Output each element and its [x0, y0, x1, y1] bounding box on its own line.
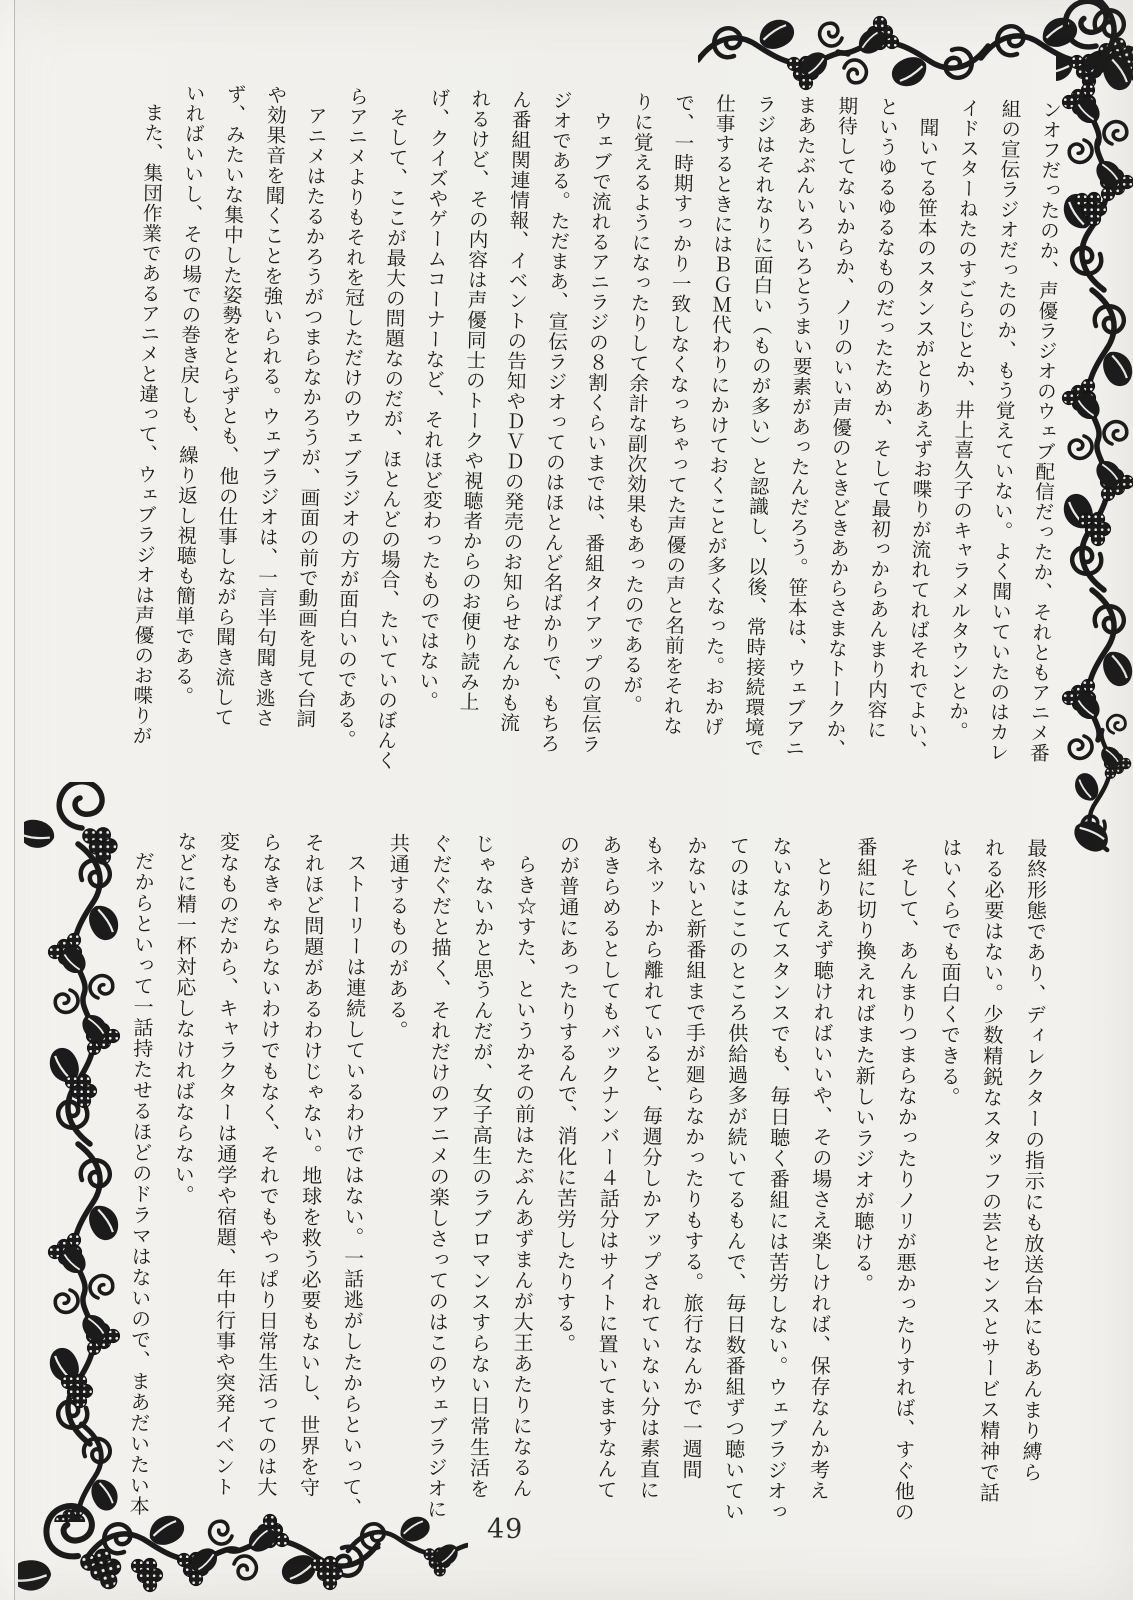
text-column: ぐだぐだと描く、それだけのアニメの楽しさってのはこのウェブラジオに: [423, 833, 452, 1520]
text-column: 期待してないからか、ノリのいい声優のときどきあからさまなトークか、: [822, 95, 857, 760]
text-column: もネットから離れていると、毎週分しかアップされていない分は素直に: [636, 834, 664, 1501]
text-column: 仕事するときにはＢＧＭ代わりにかけておくことが多くなった。おかげ: [700, 93, 734, 737]
text-column: りに覚えるようになったりして余計な副次効果もあったのであるが。: [619, 91, 653, 715]
text-column: そして、あんまりつまらなかったりノリが悪かったりすれば、すぐ他の: [891, 856, 919, 1523]
text-column: だからといって一話持たせるほどのドラマはないので、まあだいたい本: [126, 850, 154, 1517]
text-column: ラジはそれなりに面白い（ものが多い）と認識し、以後、常時接続環境で: [740, 93, 775, 758]
text-column: あきらめるとしてもバックナンバー４話分はサイトに置いてますなんて: [593, 834, 622, 1501]
text-column: や効果音を聞くことを強いられる。ウェブラジオは、一言半句聞き逃さ: [251, 84, 286, 729]
text-column: で、一時期すっかり一致しなくなっちゃってた声優の声と名前をそれな: [659, 92, 693, 736]
text-column: らアニメよりもそれを冠しただけのウェブラジオの方が面白いのである。: [332, 86, 367, 750]
grapevine-border-left-icon: [24, 782, 120, 1522]
grapevine-border-bottom-icon: [18, 1502, 468, 1600]
text-column: 共通するものがある。: [384, 832, 409, 1041]
text-column: そして、ここが最大の問題なのだが、ほとんどの場合、たいていのぼんく: [373, 106, 407, 771]
text-column: アニメはたるかろうがつまらなかろうが、画面の前で動画を見て台詞: [292, 104, 326, 729]
text-column: れる必要はない。少数精鋭なスタッフの芸とセンスとサービス精神で話: [976, 837, 1004, 1504]
text-column: とりあえず聴ければいいや、その場さえ楽しければ、保存なんか考え: [806, 856, 834, 1502]
text-column: らなきゃならないわけでもなく、それでもやっぱり日常生活ってのは大: [253, 831, 282, 1498]
text-column: ンオフだったのか、声優ラジオのウェブ配信だったか、それともアニメ番: [1026, 99, 1061, 764]
text-column: それほど問題があるわけじゃない。地球を救う必要もないし、世界を守: [296, 832, 324, 1498]
text-column: ストーリーは連続しているわけではない。一話逃がしたからといって、: [338, 852, 366, 1519]
text-column: てのはここのところ供給過多が続いてるもんで、毎日数番組ずつ聴いてい: [721, 835, 749, 1522]
text-column: 変なものだから、キャラクターは通学や宿題、年中行事や突発イベント: [211, 831, 239, 1498]
text-column: ず、みたいな集中した姿勢をとらずとも、他の仕事しながら聞き流して: [210, 83, 245, 728]
text-column: ウェブで流れるアニラジの８割くらいまでは、番組タイアップの宣伝ラ: [577, 110, 611, 754]
text-column: げ、クイズやゲームコーナーなど、それほど変わったものではない。: [415, 87, 449, 712]
text-block-bottom: [116, 831, 1056, 1523]
text-column: また、集団作業であるアニメと違って、ウェブラジオは声優のお喋りが: [128, 101, 163, 746]
text-column: ないなんてスタンスでも、毎日聴く番組には苦労しない。ウェブラジオっ: [763, 835, 792, 1523]
text-column: などに精一杯対応しなければならない。: [171, 831, 197, 1206]
text-column: ん番組関連情報、イベントの告知やＤＶＤの発売のお知らせなんかも流: [496, 89, 530, 733]
text-column: まあたぶんいろいろとうまい要素があったんだろう。笹本は、ウェブアニ: [781, 94, 816, 759]
text-column: かないと新番組まで手が廻らなかったりもする。旅行なんかで一週間: [678, 835, 707, 1481]
text-column: じゃないかと思うんだが、女子高生のラブロマンスすらない日常生活を: [466, 833, 494, 1500]
text-column: らき☆すた、というかその前はたぶんあずまんが大王あたりになるん: [508, 853, 536, 1499]
text-column: というゆるゆるなものだったためか、そして最初っからあんまり内容に: [863, 96, 897, 740]
text-column: れるけど、その内容は声優同士のトークや視聴者からのお便り読み上: [455, 88, 489, 712]
text-column: いればいいし、その場での巻き戻しも、繰り返し視聴も簡単である。: [170, 82, 204, 707]
text-block-top: [117, 82, 1069, 771]
text-column: イドスターねたのすごらじとか、井上喜久子のキャラメルタウンとか。: [945, 97, 979, 742]
text-column: はいくらでも面白くできる。: [936, 837, 962, 1108]
page-number: 49: [487, 1514, 524, 1545]
text-column: のが普通にあったりするんで、消化に苦労したりする。: [552, 834, 579, 1355]
text-column: 聞いてる笹本のスタンスがとりあえずお喋りが流れてればそれでよい、: [903, 116, 938, 761]
text-column: 組の宣伝ラジオだったのか、もう覚えていない。よく聞いていたのはカレ: [985, 98, 1020, 763]
text-column: ジオである。ただまあ、宣伝ラジオってのはほとんど名ばかりで、もちろ: [536, 90, 571, 754]
text-column: 番組に切り換えればまた新しいラジオが聴ける。: [850, 836, 877, 1295]
text-column: 最終形態であり、ディレクターの指示にも放送台本にもあんまり縛ら: [1018, 837, 1047, 1483]
